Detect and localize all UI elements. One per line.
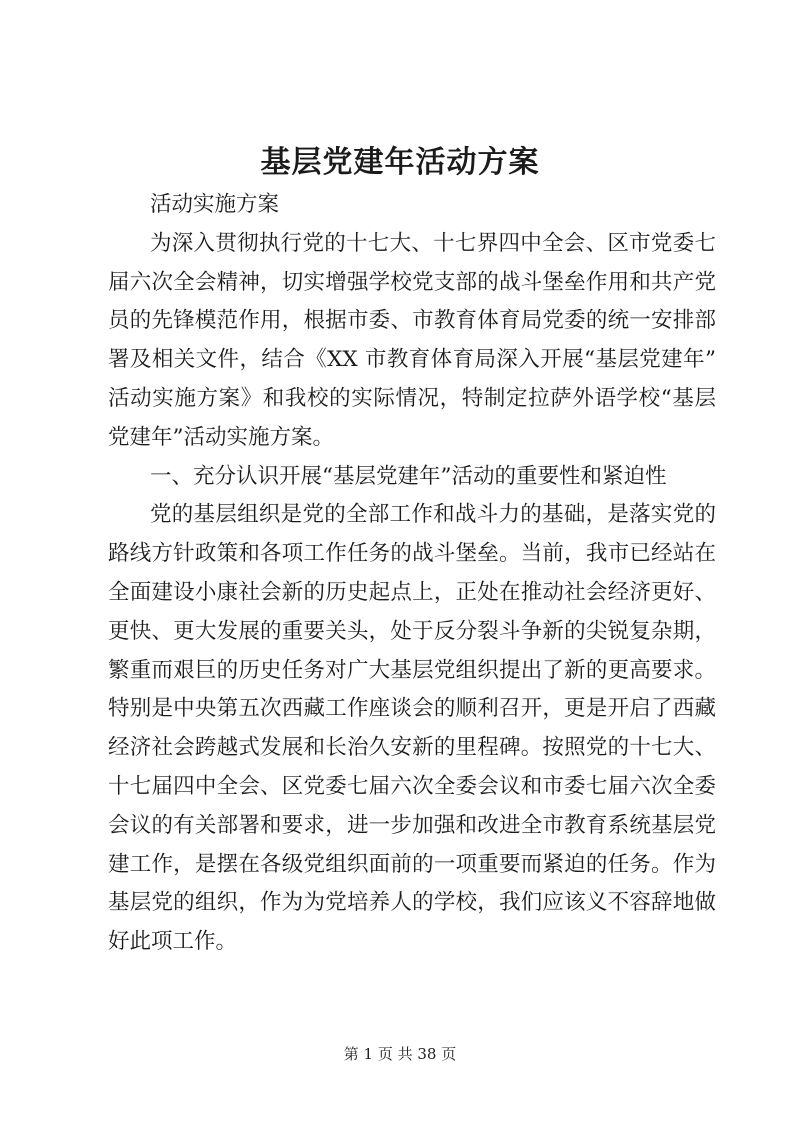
body-line: 经济社会跨越式发展和长治久安新的里程碑。按照党的十七大、 (108, 735, 716, 761)
body-line: 为深入贯彻执行党的十七大、十七界四中全会、区市党委七 (150, 230, 716, 256)
body-line: 署及相关文件，结合《XX 市教育体育局深入开展“基层党建年” (108, 347, 716, 373)
body-line: 员的先锋模范作用，根据市委、市教育体育局党委的统一安排部 (108, 308, 716, 334)
body-line: 党的基层组织是党的全部工作和战斗力的基础，是落实党的 (150, 502, 716, 528)
body-line: 全面建设小康社会新的历史起点上，正处在推动社会经济更好、 (108, 579, 716, 605)
body-line: 活动实施方案》和我校的实际情况，特制定拉萨外语学校“基层 (108, 385, 716, 411)
body-line: 好此项工作。 (108, 929, 238, 955)
body-line: 活动实施方案 (150, 192, 280, 217)
body-line: 建工作，是摆在各级党组织面前的一项重要而紧迫的任务。作为 (108, 851, 716, 877)
document-body (108, 186, 716, 962)
body-line: 届六次全会精神，切实增强学校党支部的战斗堡垒作用和共产党 (108, 269, 716, 295)
body-line: 更快、更大发展的重要关头，处于反分裂斗争新的尖锐复杂期， (108, 618, 716, 644)
page-number-footer: 第 1 页 共 38 页 (343, 1045, 457, 1063)
body-line: 基层党的组织，作为为党培养人的学校，我们应该义不容辞地做 (108, 890, 716, 916)
body-line: 十七届四中全会、区党委七届六次全委会议和市委七届六次全委 (108, 773, 716, 799)
body-line: 繁重而艰巨的历史任务对广大基层党组织提出了新的更高要求。 (108, 657, 716, 683)
document-title: 基层党建年活动方案 (260, 145, 540, 180)
body-line: 路线方针政策和各项工作任务的战斗堡垒。当前，我市已经站在 (108, 541, 716, 567)
body-line: 特别是中央第五次西藏工作座谈会的顺利召开，更是开启了西藏 (108, 696, 716, 722)
body-line: 会议的有关部署和要求，进一步加强和改进全市教育系统基层党 (108, 812, 716, 838)
body-line: 党建年”活动实施方案。 (108, 424, 334, 450)
section-heading: 一、充分认识开展“基层党建年”活动的重要性和紧迫性 (150, 463, 667, 489)
